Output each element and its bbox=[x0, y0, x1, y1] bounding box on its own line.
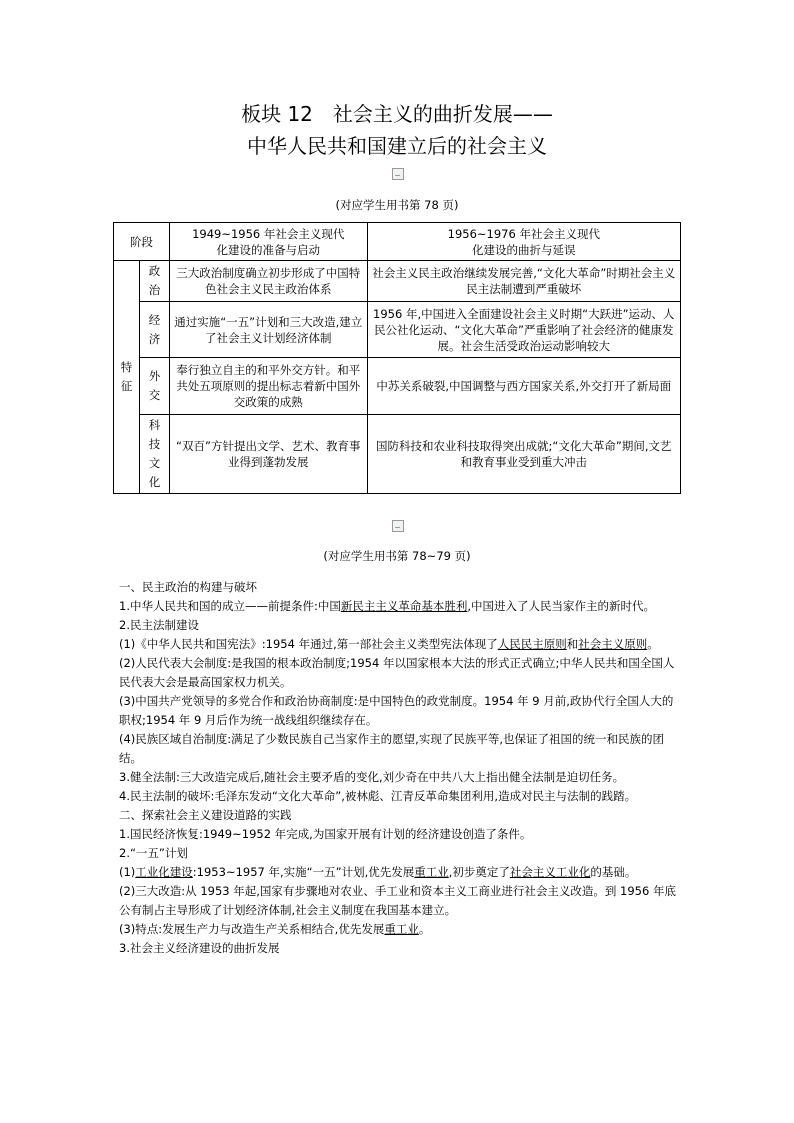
text-run: 和 bbox=[566, 637, 579, 651]
period-1-header-line-2: 化建设的准备与启动 bbox=[216, 242, 320, 257]
row-label-char: 交 bbox=[148, 388, 161, 402]
paragraph: (3)中国共产党领导的多党合作和政治协商制度:是中国特色的政党制度。1954 年 9 月前,政协代行全国人大的职权;1954 年 9 月后作为统一战线组织继续存在。 bbox=[119, 694, 674, 727]
key-term: 重工业 bbox=[414, 865, 449, 879]
economy-period-2: 1956 年,中国进入全面建设社会主义时期“大跃进”运动、人民公社化运动、“文化大革命”严重影响了社会经济的健康发展。社会生活受政治运动影响较大 bbox=[367, 302, 680, 358]
key-term: 人民民主原则 bbox=[497, 637, 567, 651]
row-label-economy bbox=[139, 302, 169, 358]
table-row bbox=[114, 358, 681, 415]
text-run: 1.中华人民共和国的成立——前提条件:中国 bbox=[119, 599, 341, 613]
science-culture-period-1: “双百”方针提出文学、艺术、教育事业得到蓬勃发展 bbox=[169, 415, 367, 494]
summary-table bbox=[113, 222, 681, 261]
key-term: 新民主主义革命基本胜利 bbox=[340, 599, 468, 613]
summary-table-body bbox=[113, 260, 681, 494]
table-row bbox=[114, 415, 681, 494]
row-label-char: 政 bbox=[148, 264, 161, 278]
table-row bbox=[114, 302, 681, 358]
diplomacy-period-2: 中苏关系破裂,中国调整与西方国家关系,外交打开了新局面 bbox=[367, 358, 680, 415]
row-label-char: 济 bbox=[148, 331, 161, 346]
text-run: :1953~1957 年,实施“一五”计划,优先发展 bbox=[192, 865, 415, 879]
page-reference-2: (对应学生用书第 78~79 页) bbox=[323, 549, 471, 563]
paragraph: 4.民主法制的破坏:毛泽东发动“文化大革命”,被林彪、江青反革命集团利用,造成对民主与法制的践踏。 bbox=[119, 789, 637, 803]
text-run: 。 bbox=[647, 637, 659, 651]
paragraph bbox=[119, 597, 679, 616]
row-label-char: 经 bbox=[148, 312, 161, 327]
period-1-header bbox=[169, 223, 367, 261]
row-label-char: 技 bbox=[148, 437, 161, 451]
feature-label-char-1: 特 bbox=[120, 360, 133, 374]
page-title-line-1: 板块 12 社会主义的曲折发展—— bbox=[241, 102, 553, 126]
feature-label bbox=[114, 261, 140, 494]
period-2-header-line-2: 化建设的曲折与延误 bbox=[472, 242, 576, 257]
economy-period-1: 通过实施“一五”计划和三大改造,建立了社会主义计划经济体制 bbox=[169, 302, 367, 358]
text-run: (1) bbox=[119, 865, 136, 879]
period-2-header-line-1: 1956~1976 年社会主义现代 bbox=[447, 226, 600, 241]
image-placeholder-icon bbox=[392, 168, 404, 180]
paragraph: (2)三大改造:从 1953 年起,国家有步骤地对农业、手工业和资本主义工商业进行社会主义改造。到 1956 年底公有制占主导形成了计划经济体制,社会主义制度在我国基本建立。 bbox=[119, 884, 676, 917]
row-label-char: 治 bbox=[148, 283, 161, 297]
table-row bbox=[114, 261, 681, 302]
text-run: 。 bbox=[418, 922, 431, 936]
paragraph: 3.社会主义经济建设的曲折发展 bbox=[119, 941, 280, 955]
paragraph: 1.国民经济恢复:1949~1952 年完成,为国家开展有计划的经济建设创造了条件。 bbox=[119, 827, 532, 841]
paragraph: 3.健全法制:三大改造完成后,随社会主要矛盾的变化,刘少奇在中共八大上指出健全法制是迫切任务。 bbox=[119, 770, 625, 784]
key-term: 社会主义工业化 bbox=[509, 865, 591, 879]
stage-header: 阶段 bbox=[114, 223, 170, 261]
period-2-header bbox=[367, 223, 680, 261]
key-term: 社会主义原则 bbox=[578, 637, 648, 651]
politics-period-1: 三大政治制度确立初步形成了中国特色社会主义民主政治体系 bbox=[169, 261, 367, 302]
row-label-char: 化 bbox=[148, 475, 161, 489]
diplomacy-period-1: 奉行独立自主的和平外交方针。和平共处五项原则的提出标志着新中国外交政策的成熟 bbox=[169, 358, 367, 415]
paragraph bbox=[119, 635, 679, 654]
paragraph bbox=[119, 920, 679, 939]
paragraph: (2)人民代表大会制度:是我国的根本政治制度;1954 年以国家根本大法的形式正式确立;中华人民共和国全国人民代表大会是最高国家权力机关。 bbox=[119, 656, 675, 689]
text-run: ,中国进入了人民当家作主的新时代。 bbox=[467, 599, 656, 613]
row-label-diplomacy bbox=[139, 358, 169, 415]
politics-period-2: 社会主义民主政治继续发展完善,“文化大革命”时期社会主义民主法制遭到严重破坏 bbox=[367, 261, 680, 302]
page-title-line-2: 中华人民共和国建立后的社会主义 bbox=[247, 134, 547, 158]
science-culture-period-2: 国防科技和农业科技取得突出成就;“文化大革命”期间,文艺和教育事业受到重大冲击 bbox=[367, 415, 680, 494]
text-run: ,初步奠定了 bbox=[448, 865, 510, 879]
page-reference-1: (对应学生用书第 78 页) bbox=[335, 198, 459, 212]
paragraph: 2.“一五”计划 bbox=[119, 846, 188, 860]
feature-label-char-2: 征 bbox=[120, 379, 133, 393]
key-term: 工业化建设 bbox=[135, 865, 193, 879]
text-run: (3)特点:发展生产力与改造生产关系相结合,优先发展 bbox=[119, 922, 385, 936]
text-run: 的基础。 bbox=[590, 865, 637, 879]
row-label-char: 科 bbox=[148, 418, 161, 432]
section-heading: 二、探索社会主义建设道路的实践 bbox=[119, 808, 292, 822]
table-header-row bbox=[114, 223, 681, 261]
row-label-char: 外 bbox=[148, 369, 161, 383]
row-label-char: 文 bbox=[148, 456, 161, 470]
period-1-header-line-1: 1949~1956 年社会主义现代 bbox=[192, 226, 345, 241]
notes-content bbox=[119, 578, 679, 958]
paragraph: (4)民族区域自治制度:满足了少数民族自己当家作主的愿望,实现了民族平等,也保证了祖国的统一和民族的团结。 bbox=[119, 732, 664, 765]
text-run: (1)《中华人民共和国宪法》:1954 年通过,第一部社会主义类型宪法体现了 bbox=[119, 637, 498, 651]
key-term: 重工业 bbox=[384, 922, 419, 936]
paragraph: 2.民主法制建设 bbox=[119, 618, 199, 632]
image-placeholder-icon bbox=[392, 520, 404, 532]
row-label-science-culture bbox=[139, 415, 169, 494]
section-heading: 一、民主政治的构建与破坏 bbox=[119, 580, 257, 594]
paragraph bbox=[119, 863, 679, 882]
row-label-politics bbox=[139, 261, 169, 302]
